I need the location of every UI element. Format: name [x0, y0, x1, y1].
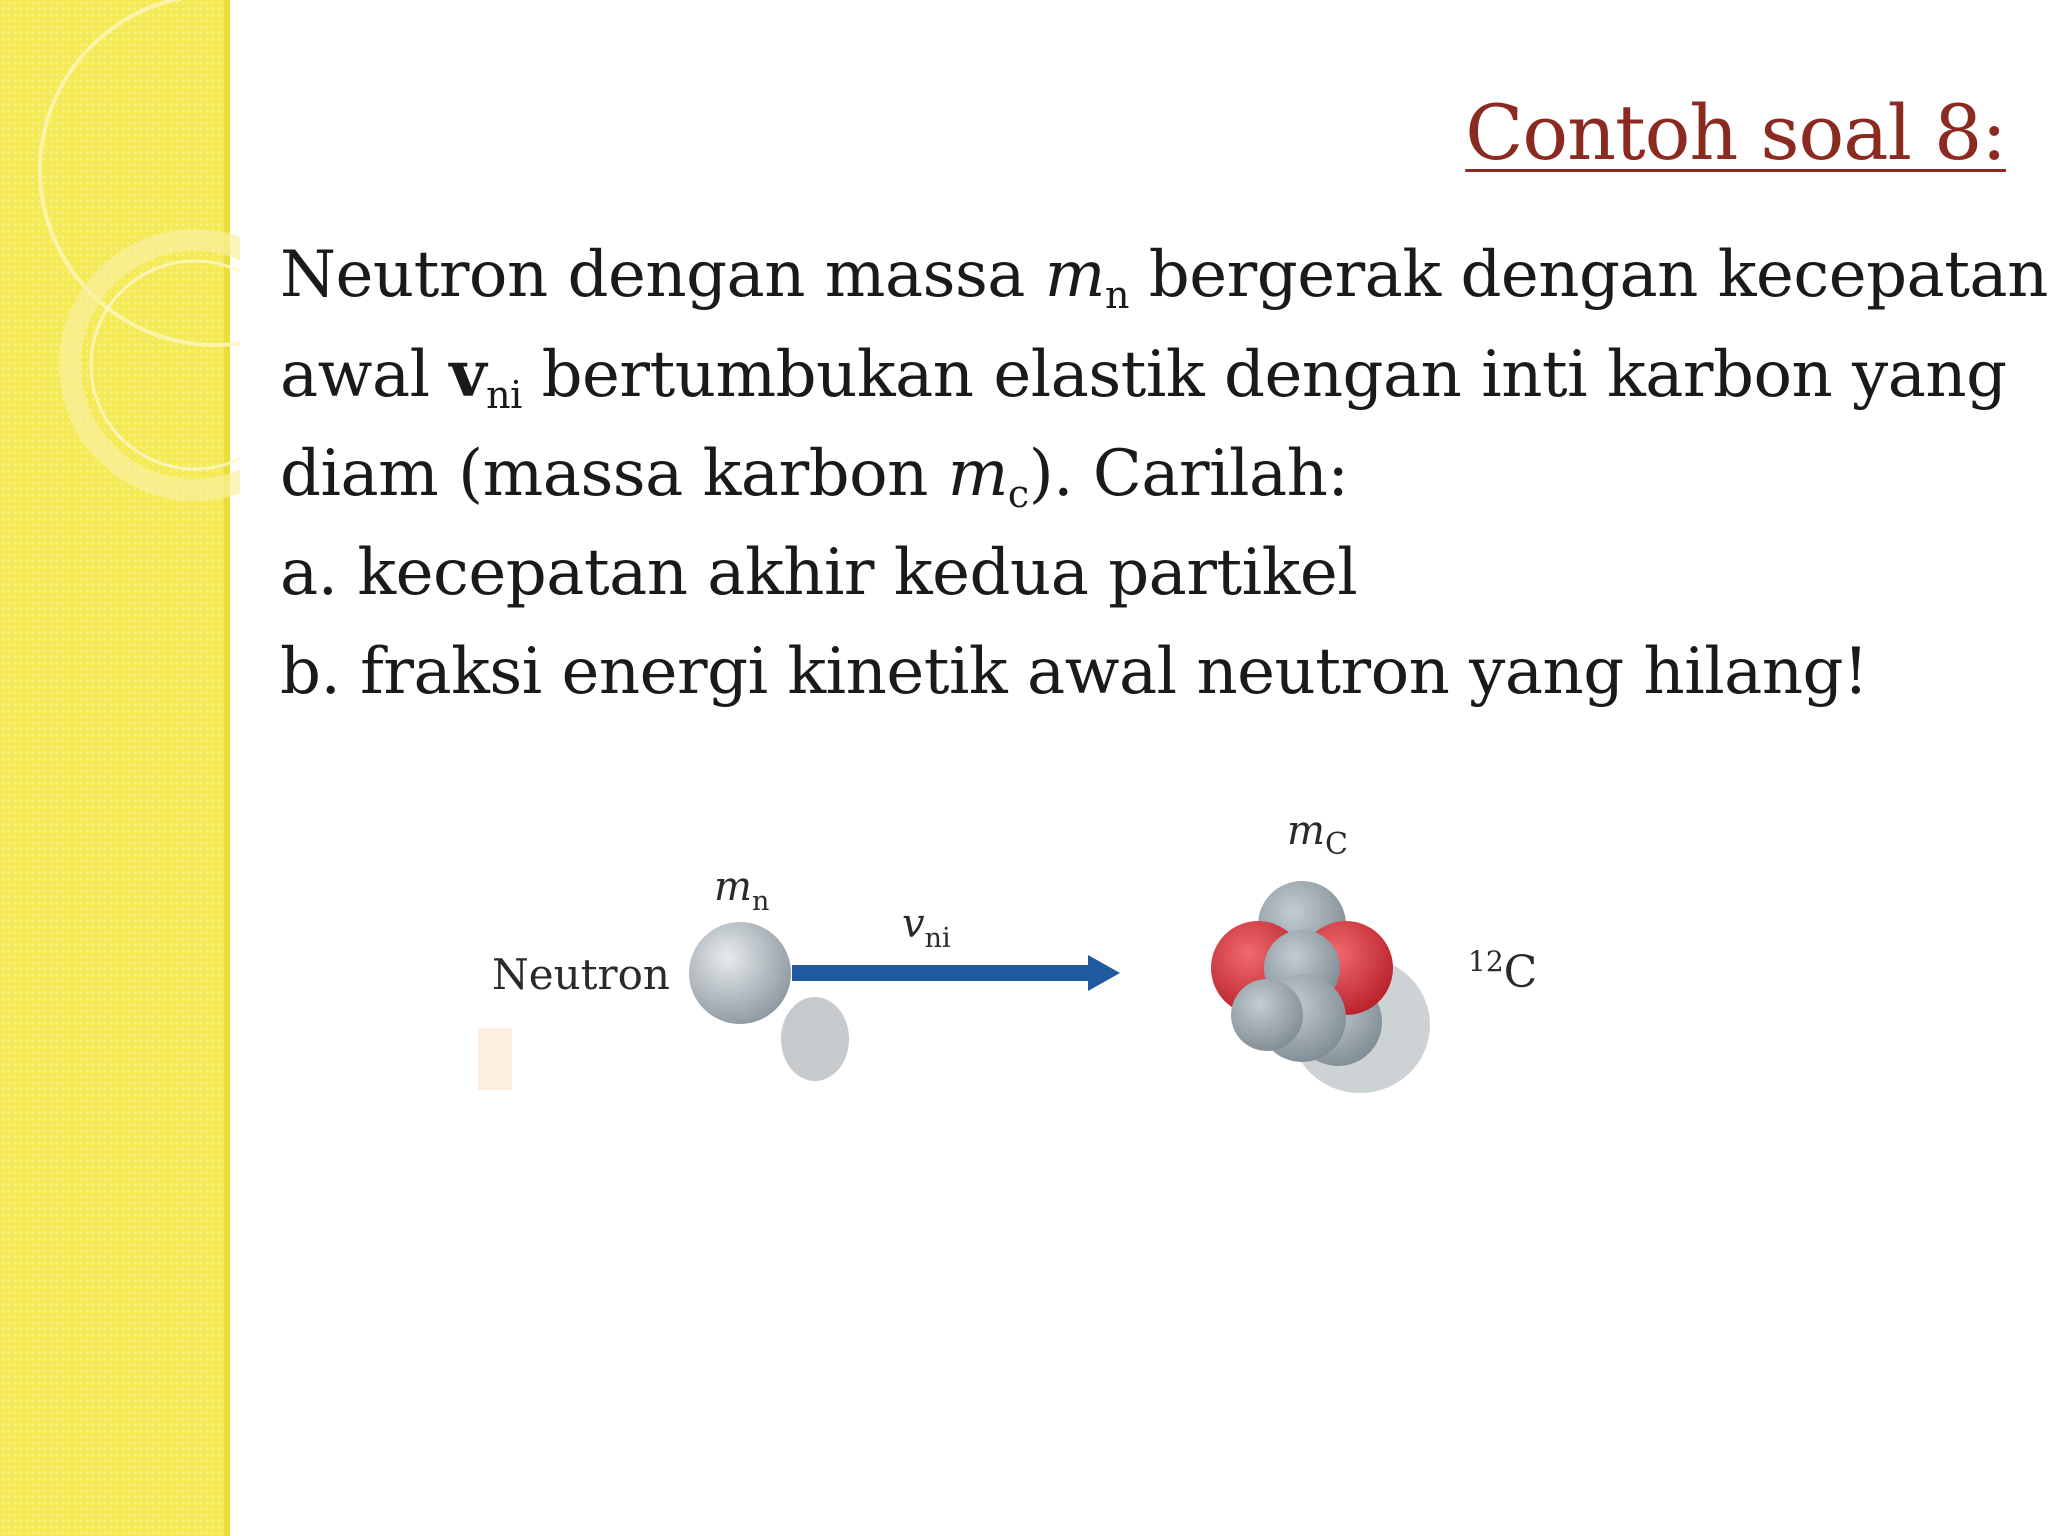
- carbon-nucleus: [1211, 881, 1430, 1093]
- neutron-shadow: [781, 997, 849, 1081]
- neutron-ball: [689, 922, 791, 1024]
- decorative-rings: [0, 0, 240, 520]
- carbon-12-label: $^{12}$C: [1468, 945, 1538, 998]
- slide-title: Contoh soal 8:: [1465, 88, 2006, 177]
- mc-label: $m_C$: [1287, 808, 1348, 862]
- collision-diagram: [470, 800, 1610, 1120]
- question-a: a. kecepatan akhir kedua partikel: [280, 536, 1358, 610]
- problem-line-3: diam (massa karbon $m_c$). Carilah:: [280, 437, 1349, 516]
- question-b: b. fraksi energi kinetik awal neutron yang hilang!: [280, 635, 1869, 709]
- problem-text: [280, 226, 2048, 722]
- neutron-label: Neutron: [492, 950, 670, 999]
- velocity-arrow-shaft: [792, 965, 1092, 981]
- figure-swatch: [478, 1028, 512, 1090]
- problem-line-2: awal $v_{ni}$ bertumbukan elastik dengan inti karbon yang: [280, 337, 2007, 417]
- problem-line-1: Neutron dengan massa $m_n$ bergerak dengan kecepatan: [280, 238, 2048, 317]
- vni-label: $v_{ni}$: [902, 901, 951, 954]
- mn-label: $m_n$: [714, 864, 770, 917]
- velocity-arrow-head: [1088, 955, 1120, 991]
